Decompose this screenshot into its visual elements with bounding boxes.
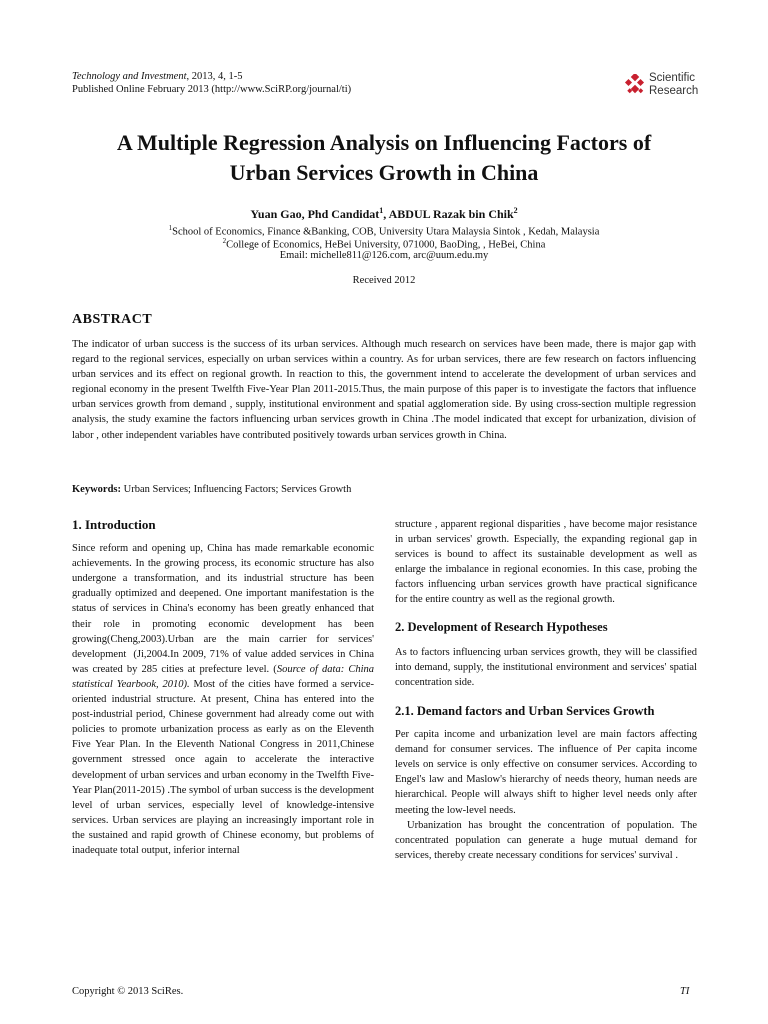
right-column xyxy=(395,517,697,863)
section-2-heading: 2. Development of Research Hypotheses xyxy=(395,619,608,634)
title-line-2: Urban Services Growth in China xyxy=(229,160,539,185)
author-list xyxy=(40,206,728,222)
author-1-affil-mark: 1 xyxy=(379,206,384,215)
journal-header xyxy=(72,70,351,96)
received-date: Received 2012 xyxy=(352,275,416,286)
section-2-1-heading: 2.1. Demand factors and Urban Services Growth xyxy=(395,703,655,718)
paper-title xyxy=(40,128,728,188)
left-column xyxy=(72,517,374,858)
section-2-1-paragraph-2: Urbanization has brought the concentration of population. The concentrated population can generate a huge mutual demand for services, thereby create necessary conditions for services' survival . xyxy=(395,819,697,861)
section-1-text-a: Since reform and opening up, China has made remarkable economic achievements. In the growing process, its economic structure has also undergone a transformation, and its industrial structure has been gradually optimized and deepened. One important manifestation is the status of services in China's economy has been greatly enhanced that their role in promoting economic development has been growing(Cheng,2003).Urban are the main carrier for services' development (Ji,2004.In 2009, 71% of value added services in China was created by 285 cities at prefecture level. ( xyxy=(72,543,374,675)
author-separator: , xyxy=(383,207,389,221)
logo-text-line1: Scientific xyxy=(649,72,696,84)
title-line-1: A Multiple Regression Analysis on Influencing Factors of xyxy=(116,130,652,155)
email-line: Email: michelle811@126.com, arc@uum.edu.my xyxy=(279,250,489,261)
author-2-affil-mark: 2 xyxy=(513,206,518,215)
keywords-text: Urban Services; Influencing Factors; Services Growth xyxy=(121,484,352,495)
affiliation-2-text: College of Economics, HeBei University, 071000, BaoDing, , HeBei, China xyxy=(226,239,546,251)
section-1-text-b: Most of the cities have formed a service-oriented industrial structure. At present, China has entered into the post-industrial period, Chinese government had already come out with policies to promote urbanization process as early as on the Eleventh Five Year Plan. In the Eleventh National Congress in 2011,Chinese government stressed once again to accelerate the interactive development of urban services and urban economy in the Twelfth Five-Year Plan(2011-2015) .The symbol of urban success is the development level of urban services, especially level of knowledge-intensive services. Urban services are playing an increasingly important role in the sustained and rapid growth of Chinese economy, but problems of inadequate total output, inferior internal xyxy=(72,678,374,856)
published-line: Published Online February 2013 (http://www.SciRP.org/journal/ti) xyxy=(72,84,352,95)
continued-paragraph: structure , apparent regional disparities , have become major resistance in urban services' growth. Especially, the expanding regional gap in services is bound to affect its sustainable development as well as enlarge the imbalance in regional economies. In this case, probing the factors influencing urban services growth have practical significance for the entire country as well as the regional growth. xyxy=(395,519,697,606)
publisher-logo xyxy=(624,72,704,100)
scientific-research-logo-icon xyxy=(624,74,646,96)
abstract-text: The indicator of urban success is the success of its urban services. Although much research on services have been made, there is major gap with regard to the regional services, especially on urban services within a country. As for urban services, there are few research on factors influencing urban services and its effect on regional growth. In reaction to this, the government intend to accelerate the development of urban services and regional economy in the present Twelfth Five-Year Plan 2011-2015.Thus, the main purpose of this paper is to investigate the factors that influence urban services growth from demand , supply, institutional environment and spatial agglomeration side. By using cross-section multiple regression analysis, the study examine the factors influencing urban services growth in China .The model indicated that except for urbanization, division of labor , other independent variables have contributed positively towards urban services growth in China. xyxy=(72,339,696,441)
volume-info: , 2013, 4, 1-5 xyxy=(186,71,243,82)
keywords-label: Keywords: xyxy=(72,484,121,495)
affiliation-1-text: School of Economics, Finance &Banking, COB, University Utara Malaysia Sintok , Kedah, Malaysia xyxy=(172,226,600,238)
journal-citation xyxy=(72,70,351,83)
section-1-paragraph xyxy=(72,541,374,858)
abstract-heading: ABSTRACT xyxy=(72,312,153,327)
copyright-notice: Copyright © 2013 SciRes. xyxy=(72,986,184,997)
journal-abbreviation: TI xyxy=(680,986,690,997)
keywords-line xyxy=(72,484,351,495)
journal-name: Technology and Investment xyxy=(72,71,187,82)
data-source-citation: Source of data: China statistical Yearbook, 2010). xyxy=(72,663,374,690)
section-2-1-paragraph-1: Per capita income and urbanization level are main factors affecting demand for consumer services. The influence of Per capita income levels on service is only effective on consumer services. According to Engel's law and Maslow's hierarchy of needs theory, human needs are hierarchical. People will always shift to higher level needs only after meeting the low-level needs. xyxy=(395,729,697,816)
section-1-heading: 1. Introduction xyxy=(72,517,156,532)
author-2: ABDUL Razak bin Chik xyxy=(388,207,514,221)
author-1: Yuan Gao, Phd Candidat xyxy=(250,207,380,221)
affiliation-1-mark: 1 xyxy=(168,224,173,232)
section-2-paragraph: As to factors influencing urban services growth, they will be classified into demand, supply, the institutional environment and services' spatial concentration side. xyxy=(395,646,697,688)
affiliation-2-mark: 2 xyxy=(222,237,227,245)
logo-text-line2: Research xyxy=(649,85,699,97)
